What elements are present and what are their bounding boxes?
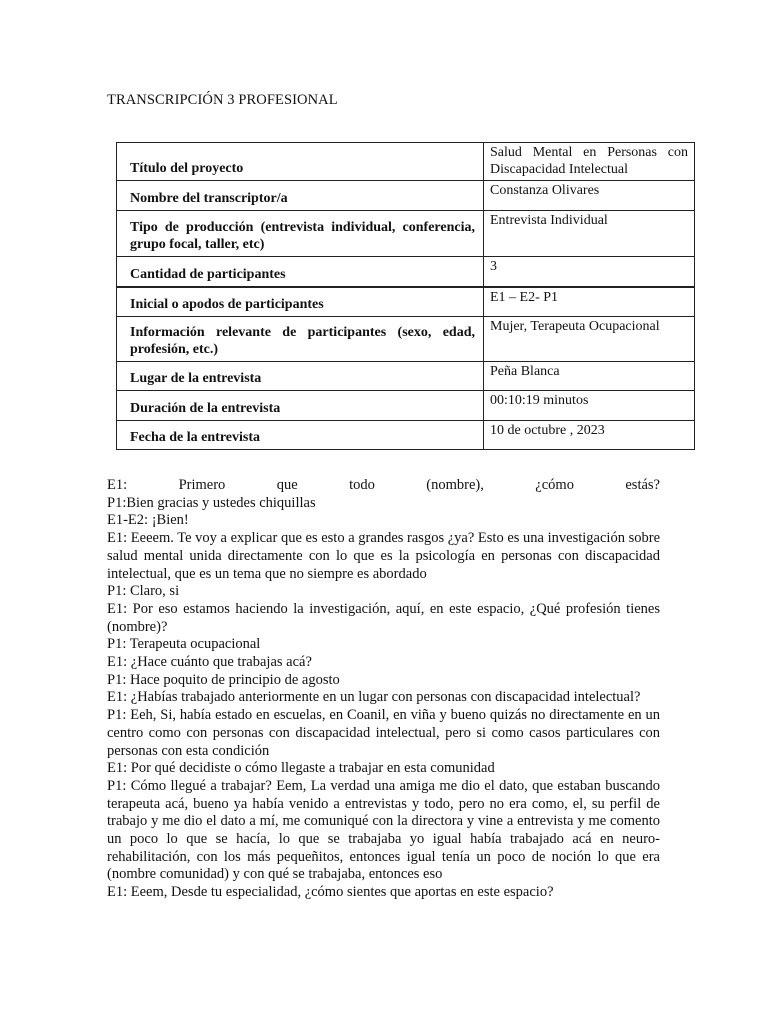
project-info-table bbox=[116, 142, 695, 450]
transcript-line: E1: Por qué decidiste o cómo llegaste a trabajar en esta comunidad bbox=[107, 760, 495, 777]
interview-location-label: Lugar de la entrevista bbox=[117, 362, 484, 391]
table-row bbox=[117, 143, 695, 181]
transcript-line: P1: Cómo llegué a trabajar? Eem, La verdad una amiga me dio el dato, que estaban buscando terapeuta acá, bueno ya había venido a entrevistas y todo, pero no era como, el, su perfil de trabajo y me dio el dato a mí, me comuniqué con la directora y vine a entrevista y me comento un poco lo que se hacía, lo que se trabajaba yo igual había trabajado acá en neuro-rehabilitación, con los más pequeñitos, entonces igual tenía un poco de noción lo que era (nombre comunidad) y con qué se trabajaba, entonces eso bbox=[107, 777, 660, 883]
transcriber-value: Constanza Olivares bbox=[484, 181, 695, 211]
document-title: TRANSCRIPCIÓN 3 PROFESIONAL bbox=[107, 92, 338, 108]
project-title-value: Salud Mental en Personas con Discapacidad Intelectual bbox=[484, 143, 695, 181]
participant-info-label: Información relevante de participantes (sexo, edad, profesión, etc.) bbox=[117, 317, 484, 362]
transcript-line: P1: Eeh, Si, había estado en escuelas, en Coanil, en viña y bueno quizás no directamente en un centro como con personas con discapacidad intelectual, pero si como casos particulares con personas con esta condición bbox=[107, 707, 660, 759]
production-type-value: Entrevista Individual bbox=[484, 211, 695, 257]
transcript-body bbox=[107, 477, 660, 902]
table-row bbox=[117, 287, 695, 317]
transcript-line: E1: Eeeem. Te voy a explicar que es esto a grandes rasgos ¿ya? Esto es una investigación sobre salud mental unida directamente con lo que es la psicología en personas con discapacidad intelectual, que es un tema que no siempre es abordado bbox=[107, 530, 660, 582]
participant-count-label: Cantidad de participantes bbox=[117, 257, 484, 287]
transcript-line: P1:Bien gracias y ustedes chiquillas bbox=[107, 494, 316, 511]
transcript-line: E1: Primero que todo (nombre), ¿cómo estás? bbox=[107, 477, 660, 493]
participant-initials-label: Inicial o apodos de participantes bbox=[117, 287, 484, 317]
interview-duration-value: 00:10:19 minutos bbox=[484, 391, 695, 421]
table-row bbox=[117, 391, 695, 421]
transcript-line: P1: Terapeuta ocupacional bbox=[107, 636, 261, 653]
participant-initials-value: E1 – E2- P1 bbox=[484, 287, 695, 317]
project-title-label: Título del proyecto bbox=[117, 143, 484, 181]
transcriber-label: Nombre del transcriptor/a bbox=[117, 181, 484, 211]
production-type-label: Tipo de producción (entrevista individual, conferencia, grupo focal, taller, etc) bbox=[117, 211, 484, 257]
transcript-line: E1: ¿Hace cuánto que trabajas acá? bbox=[107, 654, 312, 671]
table-row bbox=[117, 362, 695, 391]
participant-info-value: Mujer, Terapeuta Ocupacional bbox=[484, 317, 695, 362]
transcript-line: E1: Por eso estamos haciendo la investigación, aquí, en este espacio, ¿Qué profesión tienes (nombre)? bbox=[107, 600, 660, 635]
participant-count-value: 3 bbox=[484, 257, 695, 287]
transcript-line: E1-E2: ¡Bien! bbox=[107, 512, 189, 529]
transcript-line: E1: Eeem, Desde tu especialidad, ¿cómo sientes que aportas en este espacio? bbox=[107, 884, 554, 901]
table-row bbox=[117, 257, 695, 287]
table-row bbox=[117, 421, 695, 450]
interview-duration-label: Duración de la entrevista bbox=[117, 391, 484, 421]
interview-date-label: Fecha de la entrevista bbox=[117, 421, 484, 450]
transcript-line: P1: Claro, si bbox=[107, 583, 180, 600]
table-row bbox=[117, 181, 695, 211]
table-row bbox=[117, 211, 695, 257]
interview-date-value: 10 de octubre , 2023 bbox=[484, 421, 695, 450]
interview-location-value: Peña Blanca bbox=[484, 362, 695, 391]
transcript-line: P1: Hace poquito de principio de agosto bbox=[107, 671, 340, 688]
table-row bbox=[117, 317, 695, 362]
transcript-line: E1: ¿Habías trabajado anteriormente en un lugar con personas con discapacidad intelectual? bbox=[107, 689, 641, 706]
